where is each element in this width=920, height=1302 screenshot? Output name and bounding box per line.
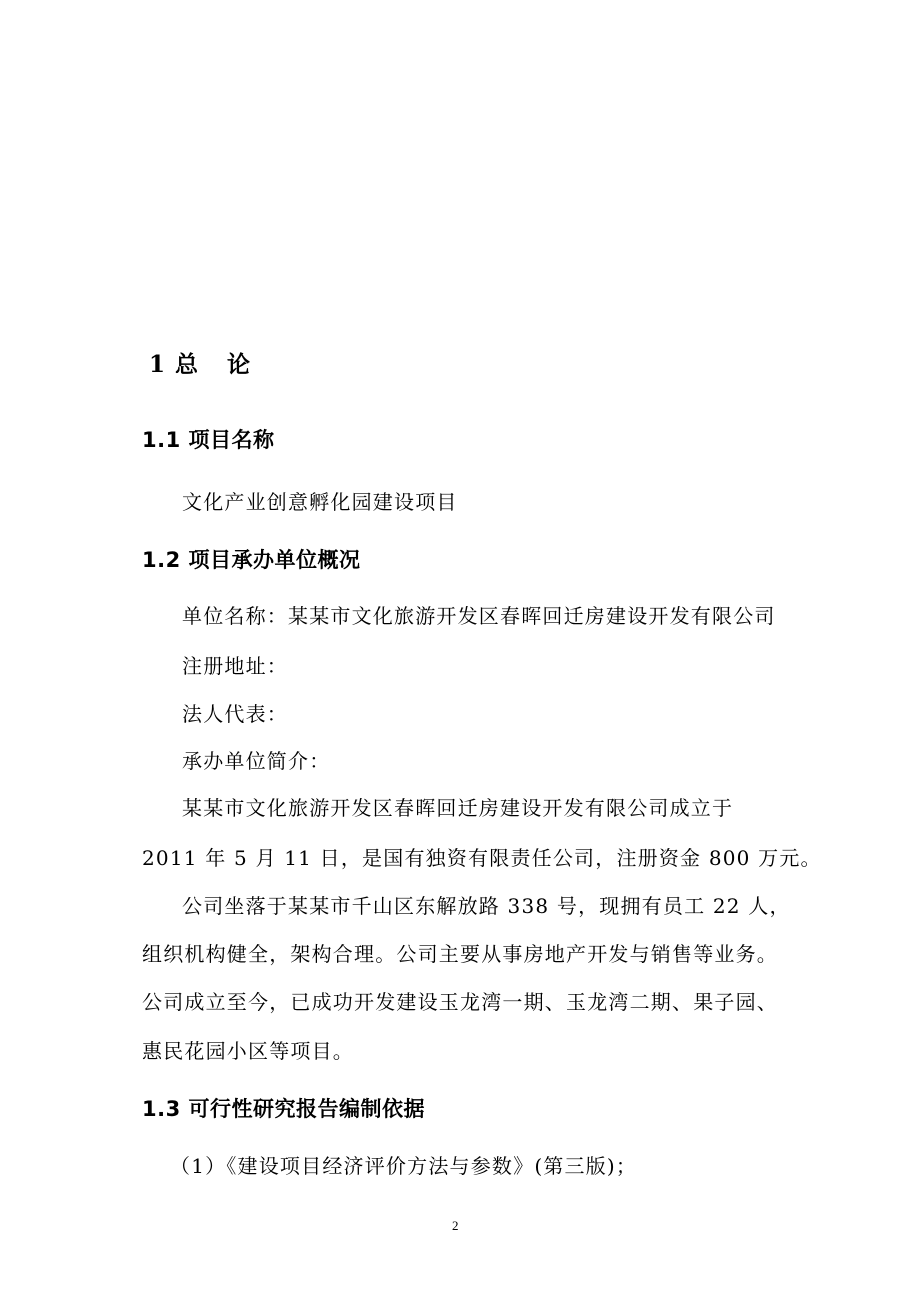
intro-paragraph-2-line-3: 公司成立至今，已成功开发建设玉龙湾一期、玉龙湾二期、果子园、: [142, 990, 778, 1014]
unit-name-line: 单位名称：某某市文化旅游开发区春晖回迁房建设开发有限公司: [182, 604, 776, 628]
intro-paragraph-1-line-1: 某某市文化旅游开发区春晖回迁房建设开发有限公司成立于: [182, 796, 734, 820]
section-heading-1-3: 1.3 可行性研究报告编制依据: [142, 1097, 426, 1121]
chapter-title-char-1: 总: [175, 351, 200, 378]
chapter-title-char-2: 论: [227, 351, 252, 378]
section-heading-1-1: 1.1 项目名称: [142, 428, 275, 452]
unit-intro-label: 承办单位简介：: [182, 749, 331, 773]
section-heading-1-2: 1.2 项目承办单位概况: [142, 548, 361, 572]
project-name-text: 文化产业创意孵化园建设项目: [182, 490, 458, 514]
basis-item-1: （1）《建设项目经济评价方法与参数》(第三版)；: [170, 1154, 638, 1178]
chapter-title: [149, 346, 251, 379]
intro-paragraph-2-line-4: 惠民花园小区等项目。: [142, 1039, 354, 1063]
legal-representative-line: 法人代表：: [182, 702, 288, 726]
intro-paragraph-2-line-2: 组织机构健全，架构合理。公司主要从事房地产开发与销售等业务。: [142, 942, 778, 966]
chapter-number: 1: [149, 351, 167, 378]
intro-paragraph-1-line-2: 2011 年 5 月 11 日，是国有独资有限责任公司，注册资金 800 万元。: [142, 846, 822, 870]
page-number: 2: [452, 1218, 459, 1233]
intro-paragraph-2-line-1: 公司坐落于某某市千山区东解放路 338 号，现拥有员工 22 人，: [182, 894, 791, 918]
registered-address-line: 注册地址：: [182, 654, 288, 678]
